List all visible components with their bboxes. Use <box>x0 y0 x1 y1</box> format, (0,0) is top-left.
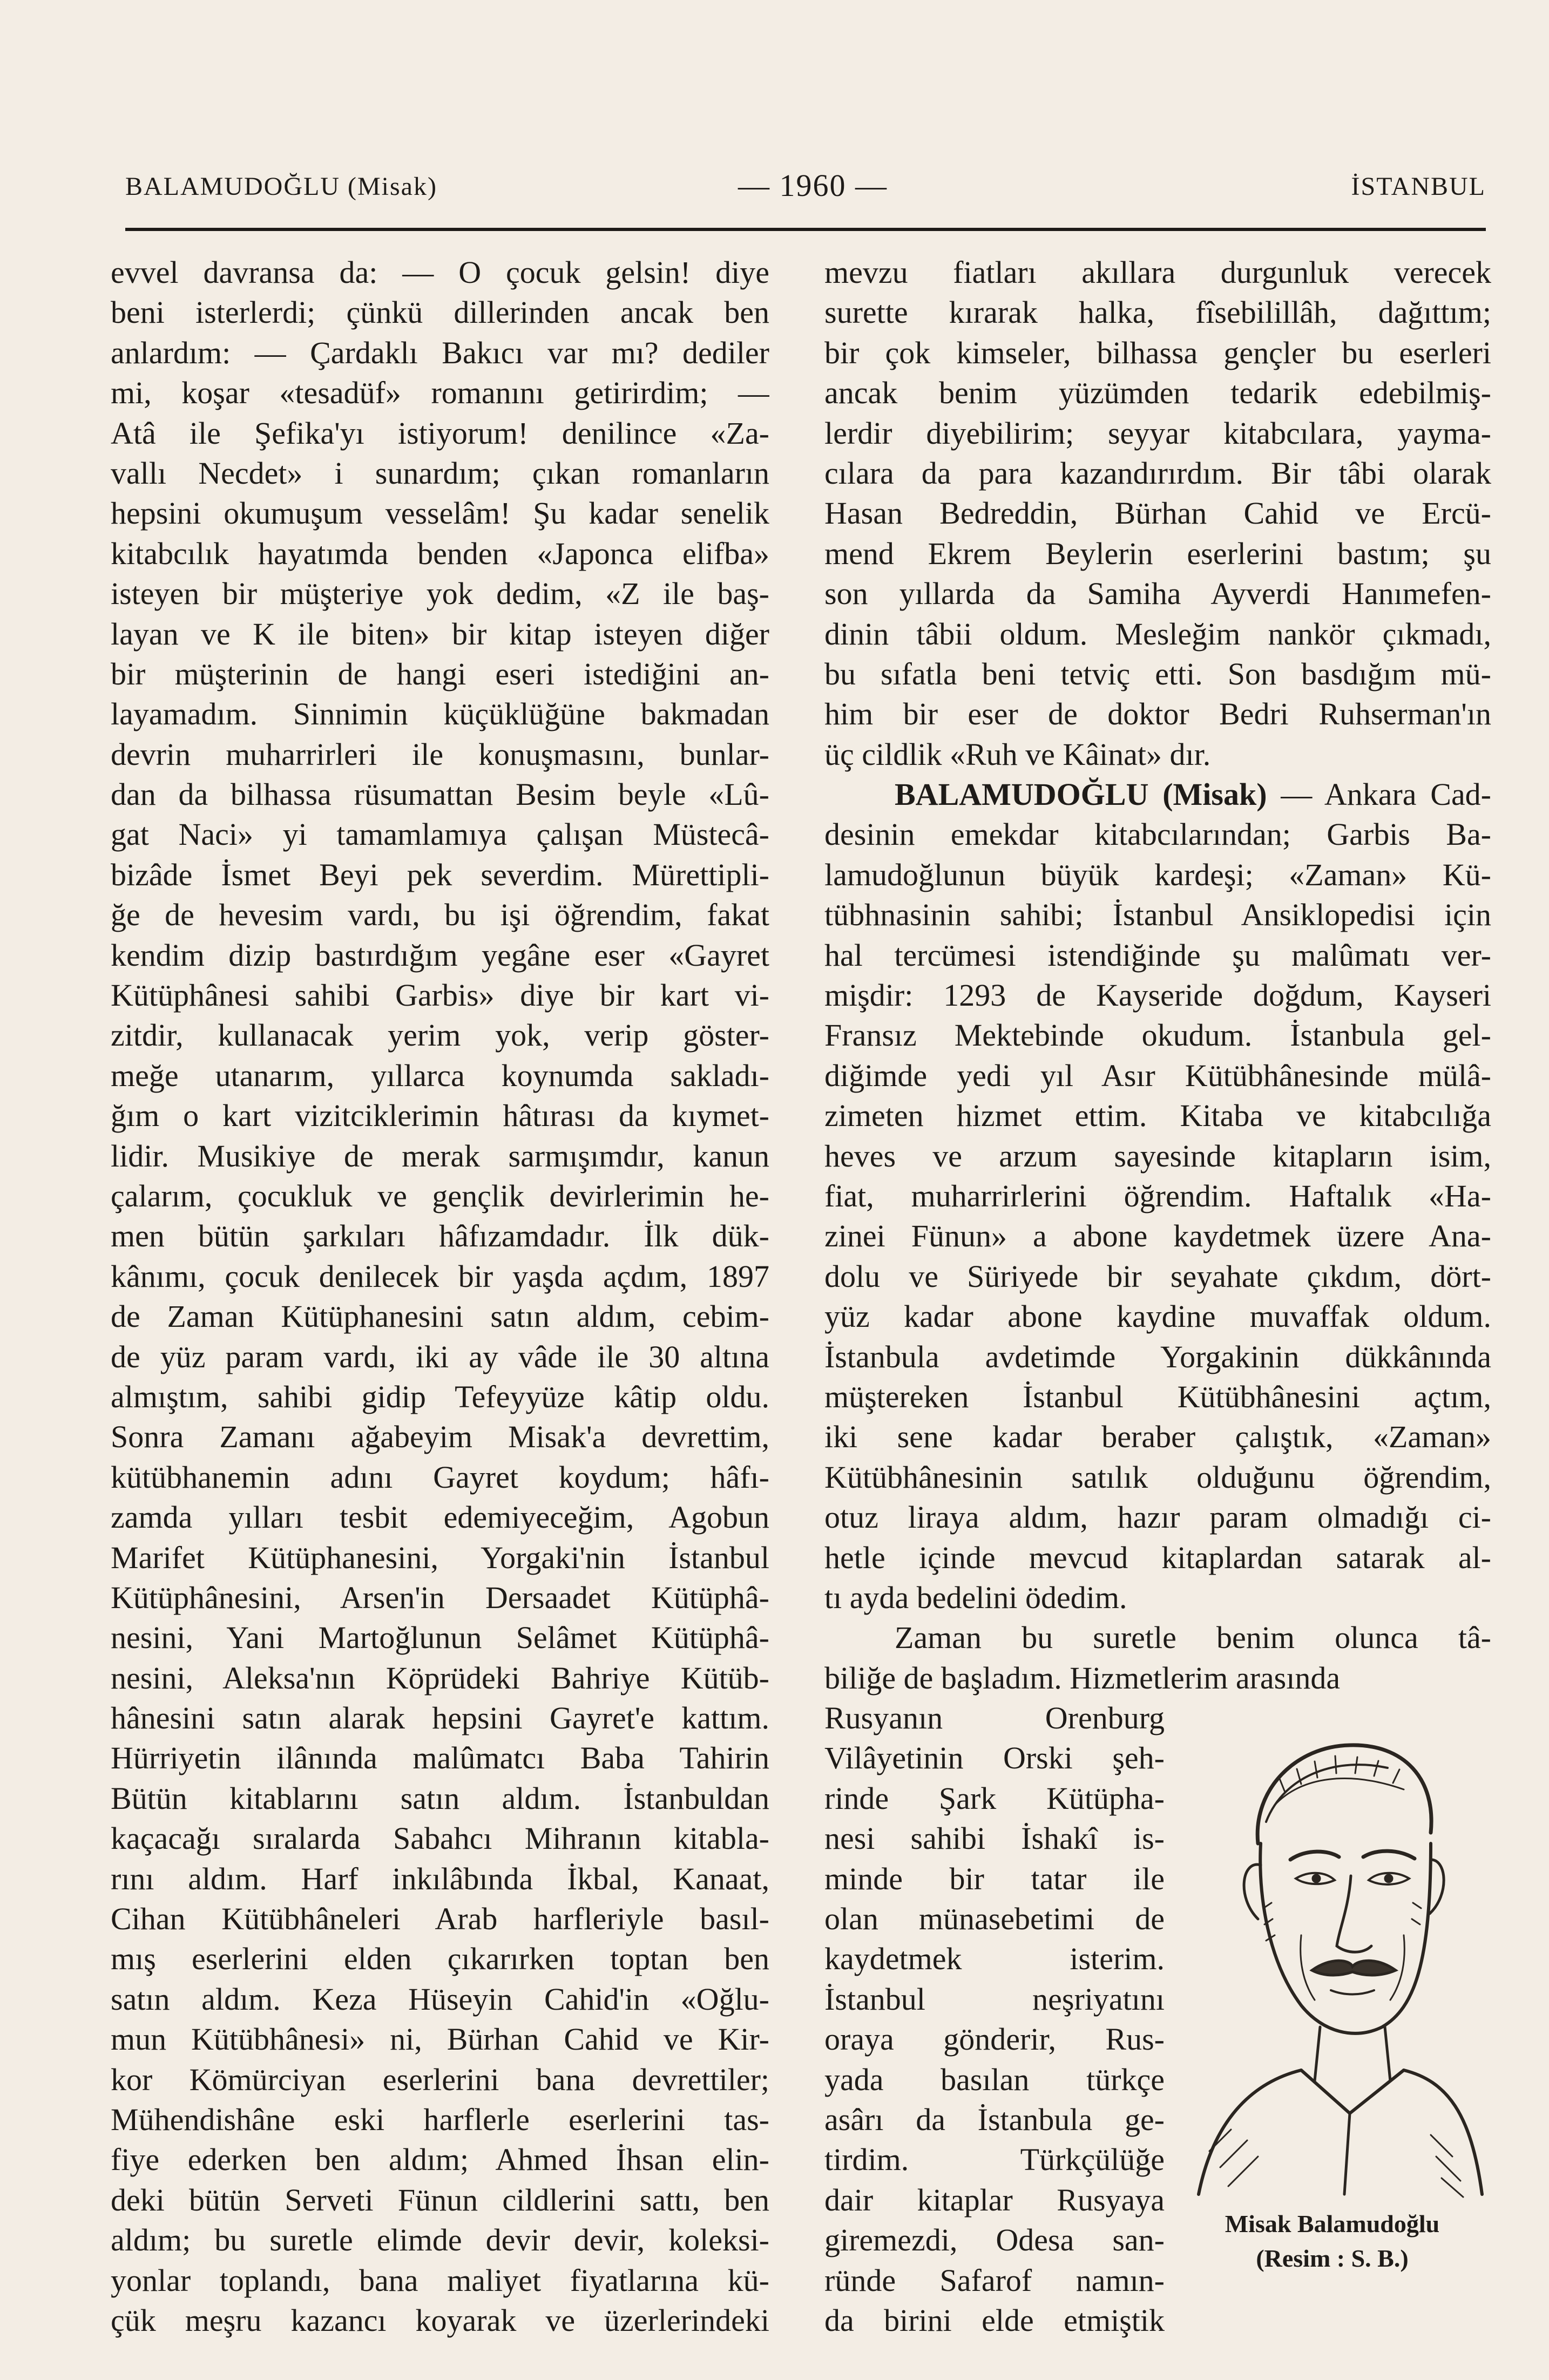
text-line: de Zaman Kütüphanesini satın aldım, cebim- <box>111 1299 769 1334</box>
text-line: zitdir, kullanacak yerim yok, verip göster- <box>111 1018 769 1053</box>
text-line: hetle içinde mevcud kitaplardan satarak al- <box>824 1540 1491 1575</box>
text-line: Sonra Zamanı ağabeyim Misak'a devrettim, <box>111 1419 769 1455</box>
text-line: aldım; bu suretle elimde devir devir, koleksi- <box>111 2222 769 2258</box>
text-line: kor Kömürciyan eserlerini bana devrettiler; <box>111 2062 769 2097</box>
page-number: — 1960 — <box>738 168 888 203</box>
text-line: gat Naci» yi tamamlamıya çalışan Müstecâ- <box>111 817 769 852</box>
text-line: bir çok kimseler, bilhassa gençler bu eserleri <box>824 335 1491 370</box>
text-line: Bütün kitablarını satın aldım. İstanbuldan <box>111 1780 769 1816</box>
text-line: bizâde İsmet Beyi pek severdim. Mürettipli- <box>111 857 769 892</box>
text-line: hal tercümesi istendiğinde şu malûmatı ver- <box>824 937 1491 973</box>
text-line: beni isterlerdi; çünkü dillerinden ancak ben <box>111 295 769 330</box>
text-line: Marifet Kütüphanesini, Yorgaki'nin İstanbul <box>111 1540 769 1575</box>
text-line: mış eserlerini elden çıkarırken toptan ben <box>111 1941 769 1977</box>
text-line: İstanbula avdetimde Yorgakinin dükkânında <box>824 1339 1491 1374</box>
text-line: minde bir tatar ile <box>824 1861 1165 1896</box>
text-line: surette kırarak halka, fîsebilillâh, dağıttım; <box>824 295 1491 330</box>
text-line: layamadım. Sinnimin küçüklüğüne bakmadan <box>111 696 769 732</box>
text-line: anlardım: — Çardaklı Bakıcı var mı? dediler <box>111 335 769 370</box>
text-line: yada basılan türkçe <box>824 2062 1165 2097</box>
text-line: dolu ve Süriyede bir seyahate çıkdım, dört- <box>824 1258 1491 1294</box>
text-line: kendim dizip bastırdığım yegâne eser «Gayret <box>111 937 769 973</box>
text-line: hânesini satın alarak hepsini Gayret'e kattım. <box>111 1700 769 1736</box>
text-line: kaçacağı sıralarda Sabahcı Mihranın kitabla- <box>111 1821 769 1856</box>
text-line: lamudoğlunun büyük kardeşi; «Zaman» Kü- <box>824 857 1491 892</box>
text-line: devrin muharrirleri ile konuşmasını, bunlar- <box>111 736 769 772</box>
text-line: İstanbul neşriyatını <box>824 1981 1165 2017</box>
text-line: dinin tâbii oldum. Mesleğim nankör çıkmadı, <box>824 616 1491 652</box>
text-line: üç cildlik «Ruh ve Kâinat» dır. <box>824 736 1211 772</box>
text-line: kaydetmek isterim. <box>824 1941 1165 1977</box>
text-line: men bütün şarkıları hâfızamdadır. İlk dük- <box>111 1218 769 1254</box>
portrait-caption <box>1177 2207 1487 2276</box>
text-line: Cihan Kütübhâneleri Arab harfleriyle basıl- <box>111 1901 769 1937</box>
text-line: vallı Necdet» i sunardım; çıkan romanların <box>111 455 769 491</box>
text-line: meğe utanarım, yıllarca koynumda sakladı- <box>111 1057 769 1093</box>
text-line: desinin emekdar kitabcılarından; Garbis Ba- <box>824 817 1491 852</box>
text-line: rını aldım. Harf inkılâbında İkbal, Kanaat, <box>111 1861 769 1896</box>
text-line: Vilâyetinin Orski şeh- <box>824 1740 1165 1776</box>
text-line: Rusyanın Orenburg <box>824 1700 1165 1736</box>
text-line: otuz liraya aldım, hazır param olmadığı ci- <box>824 1500 1491 1535</box>
text-line: ründe Safarof namın- <box>824 2262 1165 2298</box>
text-line: Hürriyetin ilânında malûmatcı Baba Tahirin <box>111 1740 769 1776</box>
text-line: BALAMUDOĞLU (Misak) — Ankara Cad- <box>895 777 1491 812</box>
header-rule <box>125 228 1486 231</box>
text-line: iki sene kadar beraber çalıştık, «Zaman» <box>824 1419 1491 1455</box>
text-line: hepsini okumuşum vesselâm! Şu kadar senelik <box>111 496 769 531</box>
text-line: ancak benim yüzümden tedarik edebilmiş- <box>824 375 1491 411</box>
text-line: Mühendishâne eski harflerle eserlerini tas- <box>111 2101 769 2137</box>
text-line: zinei Fünun» a abone kaydetmek üzere Ana- <box>824 1218 1491 1254</box>
text-line: giremezdi, Odesa san- <box>824 2222 1165 2258</box>
text-line: evvel davransa da: — O çocuk gelsin! diye <box>111 255 769 290</box>
text-line: müştereken İstanbul Kütübhânesini açtım, <box>824 1379 1491 1414</box>
caption-name: Misak Balamudoğlu <box>1225 2210 1440 2237</box>
text-line: ğım o kart vizitciklerimin hâtırası da kıymet- <box>111 1098 769 1134</box>
text-line: layan ve K ile biten» bir kitap isteyen diğer <box>111 616 769 652</box>
text-line: Fransız Mektebinde okudum. İstanbula gel- <box>824 1018 1491 1053</box>
text-line: deki bütün Serveti Fünun cildlerini sattı, ben <box>111 2182 769 2218</box>
text-line: tübhnasinin sahibi; İstanbul Ansiklopedisi için <box>824 897 1491 933</box>
text-line: nesini, Yani Martoğlunun Selâmet Kütüphâ- <box>111 1620 769 1656</box>
text-line: asârı da İstanbula ge- <box>824 2101 1165 2137</box>
text-line: satın aldım. Keza Hüseyin Cahid'in «Oğlu- <box>111 1981 769 2017</box>
text-line: de yüz param vardı, iki ay vâde ile 30 altına <box>111 1339 769 1374</box>
text-line: çalarım, çocukluk ve gençlik devirlerimin he- <box>111 1178 769 1213</box>
text-line: Kütübhânesinin satılık olduğunu öğrendim, <box>824 1459 1491 1495</box>
text-line: Kütüphânesini, Arsen'in Dersaadet Kütüphâ- <box>111 1579 769 1615</box>
text-line: kânımı, çocuk denilecek bir yaşda açdım, 1897 <box>111 1258 769 1294</box>
text-line: yüz kadar abone kaydine muvaffak oldum. <box>824 1299 1491 1334</box>
caption-credit: (Resim : S. B.) <box>1256 2245 1409 2272</box>
text-line: tı ayda bedelini ödedim. <box>824 1579 1127 1615</box>
text-line: nesi sahibi İshakî is- <box>824 1821 1165 1856</box>
text-line: him bir eser de doktor Bedri Ruhserman'ın <box>824 696 1491 732</box>
text-line: mi, koşar «tesadüf» romanını getirirdim; — <box>111 375 769 411</box>
text-line: almıştım, sahibi gidip Tefeyyüze kâtip oldu. <box>111 1379 769 1414</box>
text-line: olan münasebetimi de <box>824 1901 1165 1937</box>
text-line: zimeten hizmet ettim. Kitaba ve kitabcılığa <box>824 1098 1491 1134</box>
portrait-sketch <box>1177 1681 1487 2200</box>
left-column <box>111 253 769 2341</box>
text-line: cılara da para kazandırırdım. Bir tâbi olarak <box>824 455 1491 491</box>
text-line: lerdir diyebilirim; seyyar kitabcılara, yayma- <box>824 415 1491 451</box>
text-line: ğe de hevesim vardı, bu işi öğrendim, fakat <box>111 897 769 933</box>
text-line: lidir. Musikiye de merak sarmışımdır, kanun <box>111 1138 769 1174</box>
text-line: heves ve arzum sayesinde kitapların isim, <box>824 1138 1491 1174</box>
text-line: kütübhanemin adını Gayret koydum; hâfı- <box>111 1459 769 1495</box>
text-line: diğimde yedi yıl Asır Kütübhânesinde mülâ- <box>824 1057 1491 1093</box>
text-line: fiye ederken ben aldım; Ahmed İhsan elin- <box>111 2142 769 2178</box>
text-line: da birini elde etmiştik <box>824 2302 1165 2338</box>
text-line: Zaman bu suretle benim olunca tâ- <box>895 1620 1491 1656</box>
text-line: kitabcılık hayatımda benden «Japonca elifba» <box>111 535 769 571</box>
text-line: yonlar toplandı, bana maliyet fiyatlarına kü- <box>111 2262 769 2298</box>
text-line: mişdir: 1293 de Kayseride doğdum, Kayseri <box>824 978 1491 1013</box>
header-right: İSTANBUL <box>1351 172 1486 201</box>
running-header <box>125 168 1486 215</box>
text-line: çük meşru kazancı koyarak ve üzerlerindeki <box>111 2302 769 2338</box>
text-line: Hasan Bedreddin, Bürhan Cahid ve Ercü- <box>824 496 1491 531</box>
text-line: bir müşterinin de hangi eseri istediğini an- <box>111 656 769 691</box>
text-line: oraya gönderir, Rus- <box>824 2022 1165 2057</box>
text-line: rinde Şark Kütüpha- <box>824 1780 1165 1816</box>
header-left: BALAMUDOĞLU (Misak) <box>125 172 437 201</box>
text-line: zamda yılları tesbit edemiyeceğim, Agobun <box>111 1500 769 1535</box>
text-line: dair kitaplar Rusyaya <box>824 2182 1165 2218</box>
text-line: tirdim. Türkçülüğe <box>824 2142 1165 2178</box>
text-line: mevzu fiatları akıllara durgunluk verecek <box>824 255 1491 290</box>
text-line: Kütüphânesi sahibi Garbis» diye bir kart vi- <box>111 978 769 1013</box>
text-line: son yıllarda da Samiha Ayverdi Hanımefen- <box>824 576 1491 612</box>
entry-heading: BALAMUDOĞLU (Misak) <box>895 777 1267 812</box>
text-line: mun Kütübhânesi» ni, Bürhan Cahid ve Kir- <box>111 2022 769 2057</box>
text-line: bu sıfatla beni tetviç etti. Son basdığım mü- <box>824 656 1491 691</box>
text-line: isteyen bir müşteriye yok dedim, «Z ile baş- <box>111 576 769 612</box>
text-line: biliğe de başladım. Hizmetlerim arasında <box>824 1660 1341 1696</box>
text-line: Atâ ile Şefika'yı istiyorum! denilince «Za- <box>111 415 769 451</box>
text-line: dan da bilhassa rüsumattan Besim beyle «Lû- <box>111 777 769 812</box>
text-line: nesini, Aleksa'nın Köprüdeki Bahriye Kütüb- <box>111 1660 769 1696</box>
text-line: mend Ekrem Beylerin eserlerini bastım; şu <box>824 535 1491 571</box>
text-line: fiat, muharrirlerini öğrendim. Haftalık «Ha- <box>824 1178 1491 1213</box>
